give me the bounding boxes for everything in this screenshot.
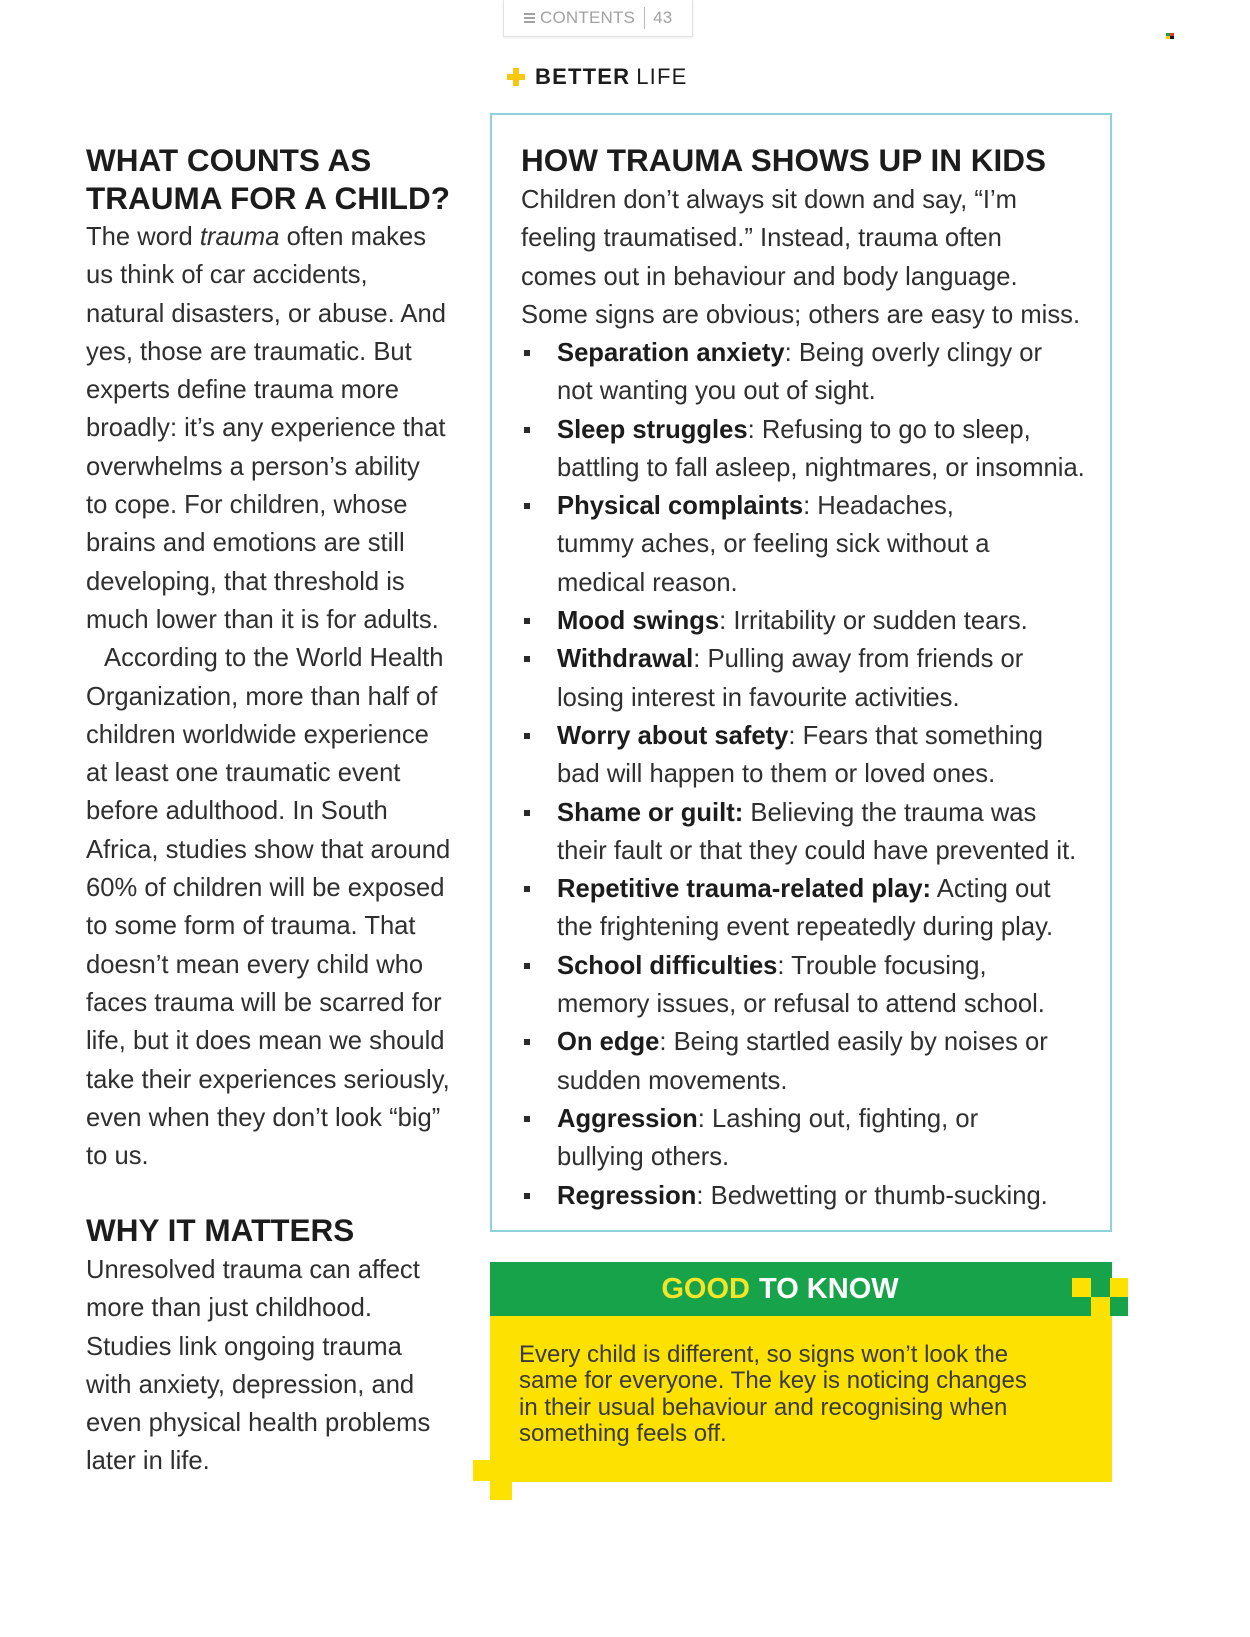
list-item (557, 1100, 1085, 1177)
pixel-decoration (1110, 1278, 1128, 1297)
trauma-signs-heading (521, 141, 1046, 179)
text-line (86, 218, 450, 256)
list-item (557, 870, 1085, 947)
item-description-line: tummy aches, or feeling sick without a (557, 530, 990, 559)
item-description: : Fears that something (788, 721, 1043, 750)
list-item (557, 602, 1085, 640)
item-description: Acting out (931, 875, 1051, 904)
item-description: : Refusing to go to sleep, (747, 415, 1031, 444)
item-term: Separation anxiety (557, 339, 785, 367)
list-item (557, 411, 1085, 488)
text-line: much lower than it is for adults. (86, 605, 439, 634)
item-term: Withdrawal (557, 645, 694, 674)
item-term: Aggression (557, 1104, 698, 1133)
text-line: comes out in behaviour and body language. (521, 262, 1018, 291)
trauma-signs-intro (521, 181, 1080, 334)
pixel-decoration (1112, 1297, 1128, 1316)
item-term: Repetitive trauma-related play: (557, 875, 932, 904)
text-line: developing, that threshold is (86, 567, 405, 596)
good-to-know-banner (490, 1262, 1112, 1316)
item-first-line (557, 1023, 1085, 1061)
text-line: Studies link ongoing trauma (86, 1332, 402, 1361)
emphasized-word: trauma (199, 223, 280, 251)
text-line: yes, those are traumatic. But (86, 337, 412, 366)
square-bullet-icon (524, 1193, 530, 1199)
text-line: to some form of trauma. That (86, 912, 416, 941)
tab-divider (644, 7, 645, 29)
text-line: Children don’t always sit down and say, “I’m (521, 186, 1017, 214)
text-line: doesn’t mean every child who (86, 950, 424, 979)
pixel-decoration (473, 1460, 491, 1481)
square-bullet-icon (524, 427, 530, 433)
square-bullet-icon (524, 733, 530, 739)
item-first-line (557, 870, 1085, 908)
text-line: broadly: it’s any experience that (86, 414, 446, 443)
why-it-matters-text (86, 1251, 430, 1481)
item-description-line: their fault or that they could have prevented it. (557, 836, 1077, 865)
item-first-line (557, 794, 1085, 832)
good-to-know-highlight: GOOD (661, 1273, 750, 1305)
text-line: life, but it does mean we should (86, 1027, 445, 1056)
heading-line: WHY IT MATTERS (86, 1212, 355, 1248)
item-description-line: battling to fall asleep, nightmares, or insomnia. (557, 453, 1085, 482)
text-line: at least one traumatic event (86, 759, 401, 788)
text-line: same for everyone. The key is noticing changes (519, 1367, 1027, 1395)
item-description-line: memory issues, or refusal to attend school. (557, 990, 1045, 1019)
text-fragment: often makes (279, 223, 426, 251)
text-line: faces trauma will be scarred for (86, 988, 442, 1017)
section-header (507, 64, 687, 90)
item-term: On edge (557, 1028, 660, 1057)
menu-icon (524, 13, 535, 15)
item-first-line (557, 1100, 1085, 1138)
item-first-line (557, 411, 1085, 449)
list-item (557, 334, 1085, 411)
text-line: take their experiences seriously, (86, 1065, 450, 1094)
list-item (557, 717, 1085, 794)
contents-button[interactable] (503, 0, 693, 37)
text-line: more than just childhood. (86, 1294, 372, 1323)
item-first-line (557, 947, 1085, 985)
item-first-line (557, 640, 1085, 678)
trauma-definition-heading (86, 141, 450, 218)
square-bullet-icon (524, 350, 530, 356)
text-line: overwhelms a person’s ability (86, 452, 420, 481)
item-description: : Headaches, (803, 492, 954, 521)
square-bullet-icon (524, 963, 530, 969)
heading-line: TRAUMA FOR A CHILD? (86, 180, 450, 217)
text-line: Some signs are obvious; others are easy to miss. (521, 300, 1081, 329)
item-description: : Being overly clingy or (784, 339, 1043, 367)
brand-mark-icon (1166, 33, 1174, 39)
item-description-line: bullying others. (557, 1143, 730, 1172)
item-description-line: sudden movements. (557, 1066, 788, 1095)
text-line: later in life. (86, 1447, 210, 1476)
list-item (557, 794, 1085, 871)
page-number: 43 (653, 8, 673, 27)
text-fragment: The word (86, 223, 200, 251)
section-name-bold: BETTER (535, 64, 631, 89)
item-description-line: not wanting you out of sight. (557, 377, 876, 406)
text-line: Africa, studies show that around (86, 835, 451, 864)
item-description: : Lashing out, fighting, or (697, 1104, 979, 1133)
contents-label: CONTENTS (540, 8, 636, 27)
text-line: 60% of children will be exposed (86, 874, 445, 903)
item-first-line (557, 717, 1085, 755)
text-line: Unresolved trauma can affect (86, 1256, 420, 1284)
text-line: with anxiety, depression, and (86, 1370, 415, 1399)
item-term: Physical complaints (557, 492, 804, 521)
pixel-decoration (1091, 1297, 1110, 1316)
item-term: Worry about safety (557, 721, 789, 750)
pixel-decoration (490, 1481, 512, 1500)
square-bullet-icon (524, 886, 530, 892)
heading-line: WHAT COUNTS AS (86, 142, 372, 178)
good-to-know-text (490, 1316, 1112, 1482)
text-line: Organization, more than half of (86, 682, 438, 711)
trauma-signs-list (557, 334, 1085, 1215)
item-description: : Trouble focusing, (777, 951, 987, 980)
trauma-definition-text (86, 218, 450, 1175)
text-line: before adulthood. In South (86, 797, 388, 826)
item-description: : Pulling away from friends or (693, 645, 1024, 674)
item-first-line (557, 487, 1085, 525)
square-bullet-icon (524, 1116, 530, 1122)
item-first-line (557, 602, 1085, 640)
text-line: experts define trauma more (86, 376, 399, 405)
item-first-line (557, 334, 1085, 372)
item-term: Sleep struggles (557, 415, 748, 444)
list-item (557, 640, 1085, 717)
list-item (557, 947, 1085, 1024)
text-line: something feels off. (519, 1419, 727, 1447)
item-description-line: medical reason. (557, 568, 738, 597)
text-line: us think of car accidents, (86, 261, 368, 290)
item-description-line: the frightening event repeatedly during play. (557, 913, 1054, 942)
why-it-matters-heading (86, 1211, 354, 1249)
item-term: Regression (557, 1181, 697, 1210)
text-line: natural disasters, or abuse. And (86, 299, 446, 328)
list-item (557, 487, 1085, 602)
item-description-line: losing interest in favourite activities. (557, 683, 960, 712)
pixel-decoration (1072, 1278, 1091, 1297)
item-term: Shame or guilt: (557, 798, 744, 827)
text-line: brains and emotions are still (86, 529, 405, 558)
good-to-know-title: TO KNOW (759, 1273, 899, 1305)
item-description-line: bad will happen to them or loved ones. (557, 760, 996, 789)
square-bullet-icon (524, 656, 530, 662)
square-bullet-icon (524, 618, 530, 624)
trauma-signs-box (490, 113, 1112, 1232)
item-description: : Irritability or sudden tears. (719, 607, 1028, 636)
square-bullet-icon (524, 810, 530, 816)
text-line: children worldwide experience (86, 720, 429, 749)
item-first-line (557, 1177, 1085, 1215)
text-line: Every child is different, so signs won’t look the (519, 1341, 1009, 1368)
list-item (557, 1023, 1085, 1100)
heading-line: HOW TRAUMA SHOWS UP IN KIDS (521, 142, 1046, 178)
text-line: to cope. For children, whose (86, 491, 408, 520)
text-line: even physical health problems (86, 1409, 431, 1438)
item-description: Believing the trauma was (743, 798, 1037, 827)
item-description: : Bedwetting or thumb-sucking. (696, 1181, 1048, 1210)
square-bullet-icon (524, 1039, 530, 1045)
item-term: Mood swings (557, 607, 720, 636)
plus-icon (507, 68, 525, 86)
text-line: in their usual behaviour and recognising when (519, 1393, 1008, 1421)
text-line: According to the World Health (104, 644, 444, 673)
square-bullet-icon (524, 503, 530, 509)
list-item (557, 1177, 1085, 1215)
item-term: School difficulties (557, 951, 778, 980)
text-line: feeling traumatised.” Instead, trauma often (521, 224, 1002, 253)
text-line: to us. (86, 1142, 149, 1171)
text-line: even when they don’t look “big” (86, 1103, 441, 1132)
section-name-rest: LIFE (636, 64, 688, 89)
item-description: : Being startled easily by noises or (659, 1028, 1048, 1057)
